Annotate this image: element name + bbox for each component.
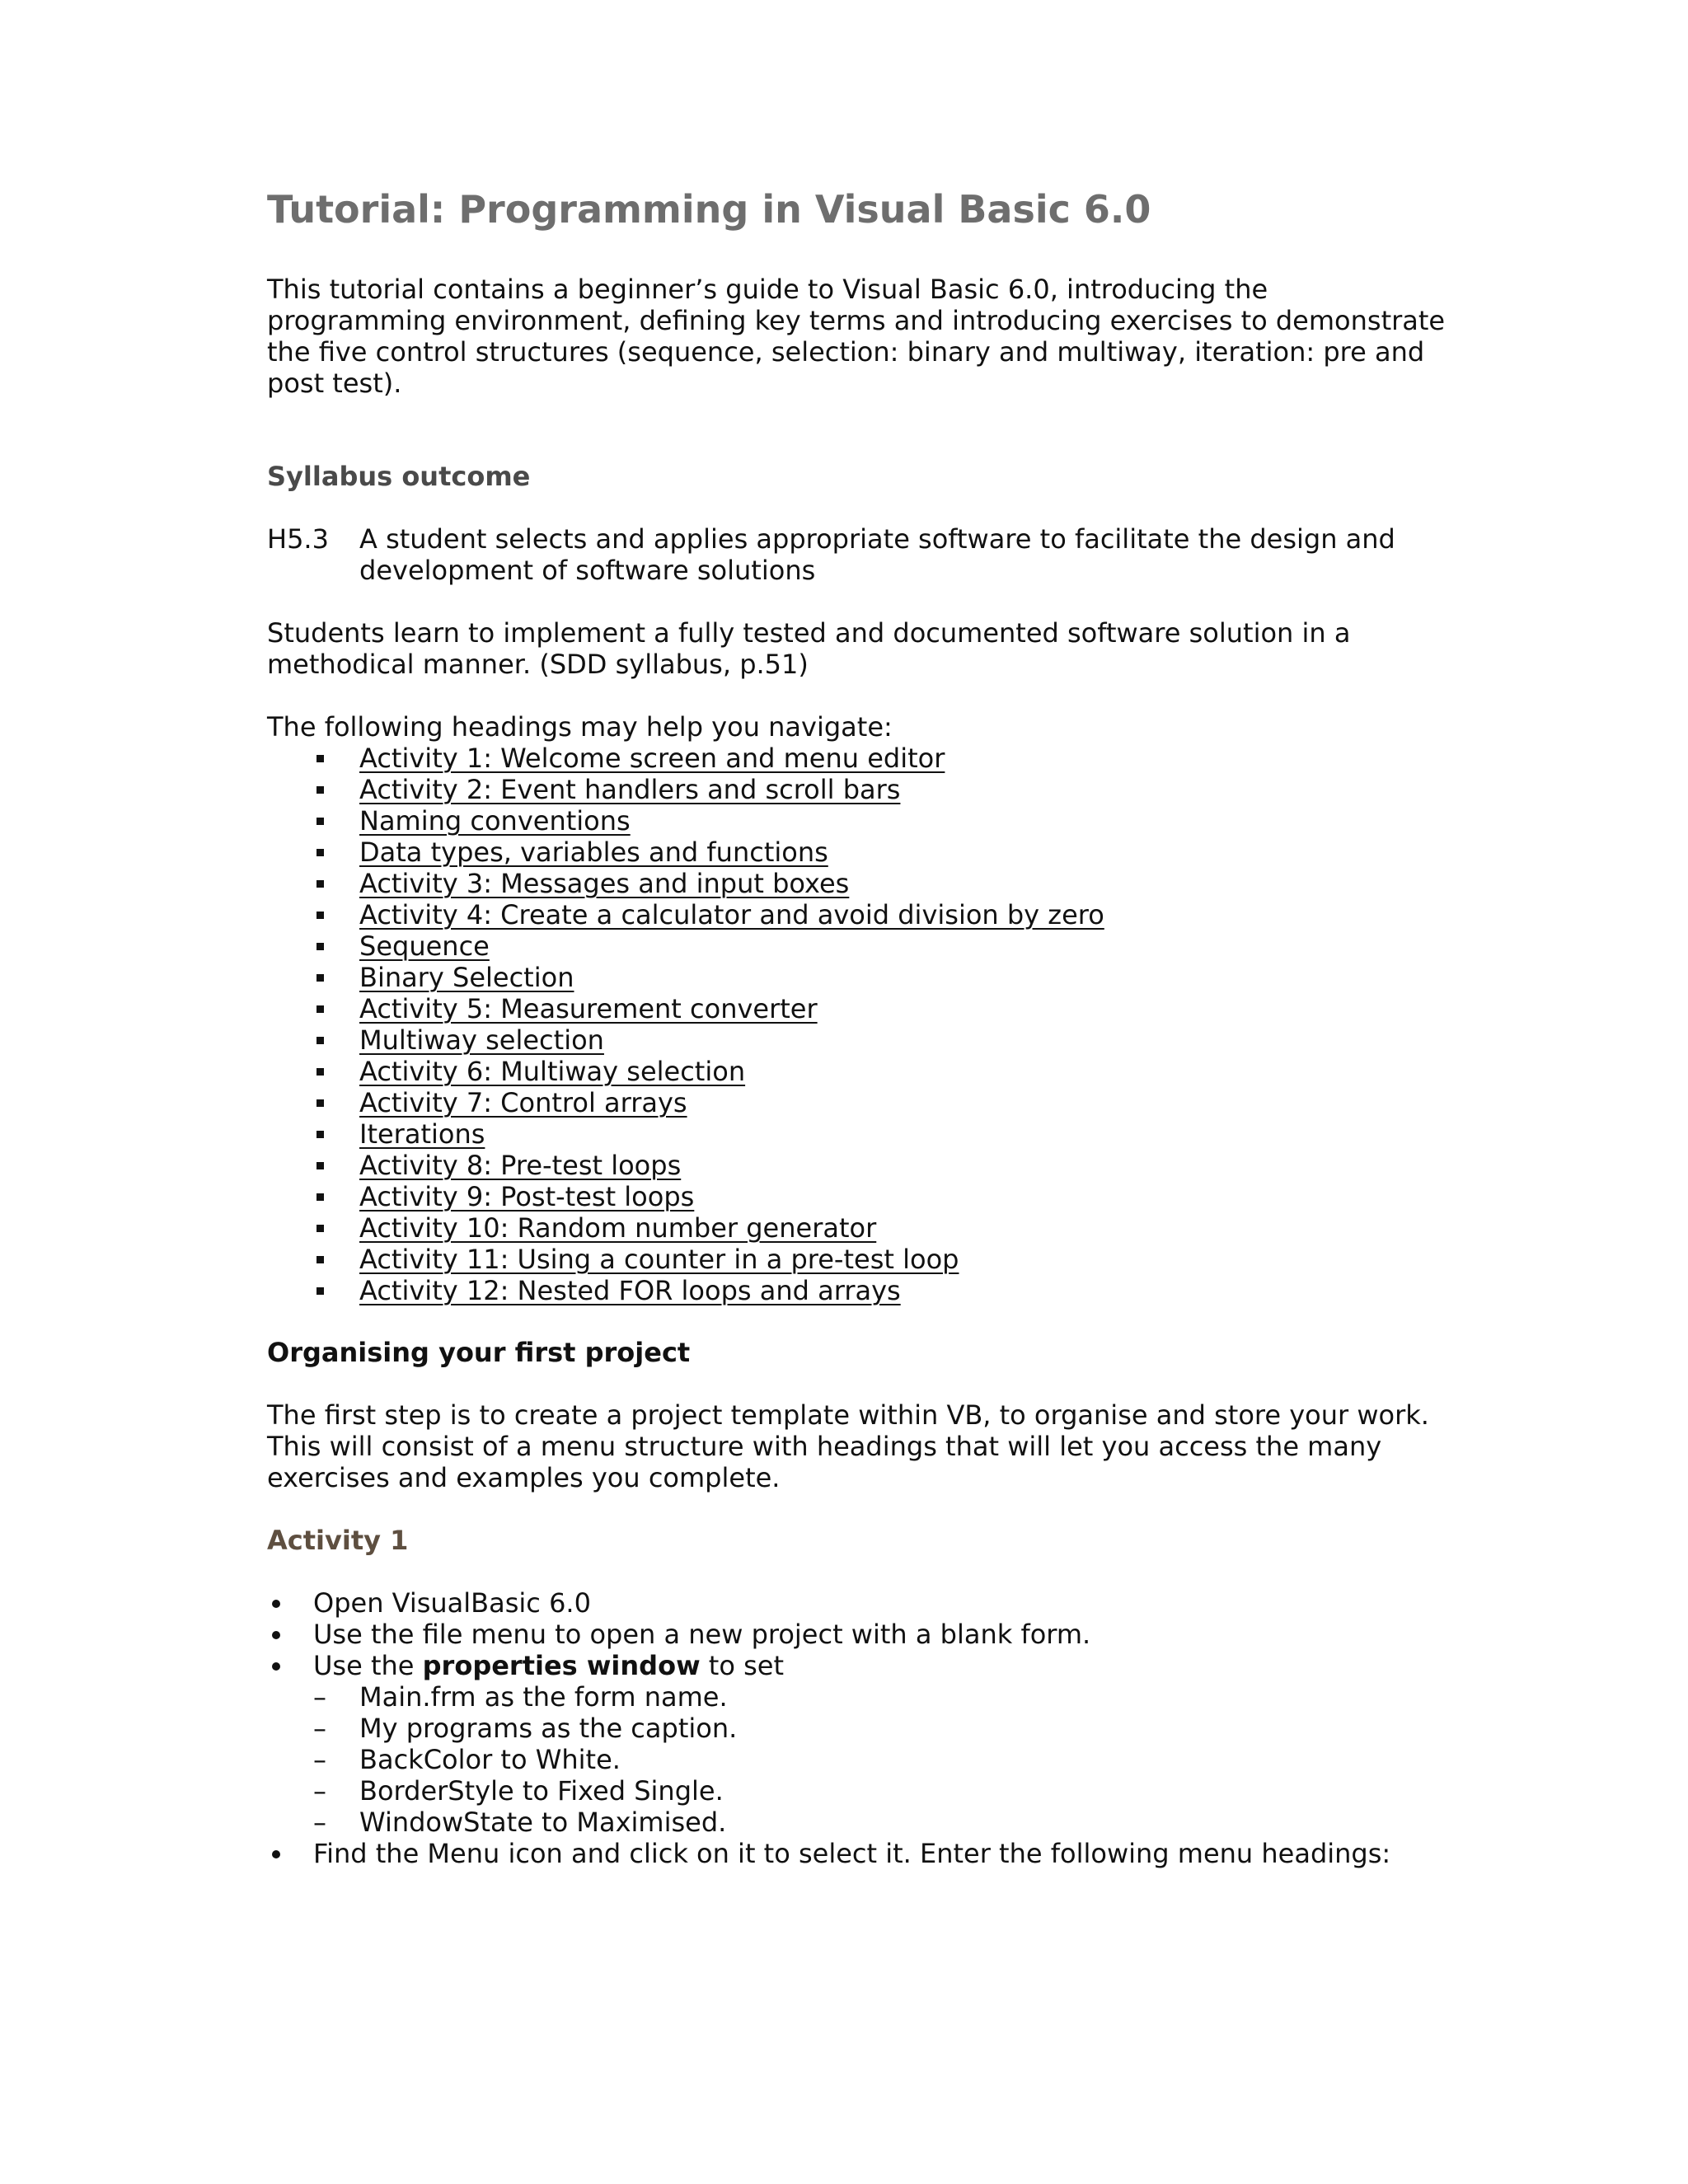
- square-bullet-icon: [316, 912, 324, 919]
- nav-link-activity-10[interactable]: Activity 10: Random number generator: [359, 1212, 877, 1244]
- sub-step-item: [313, 1681, 1454, 1713]
- step-text-bold: properties window: [422, 1650, 701, 1681]
- nav-item: [267, 1118, 1454, 1150]
- nav-item: [267, 930, 1454, 962]
- square-bullet-icon: [316, 849, 324, 856]
- nav-item: [267, 1212, 1454, 1244]
- properties-sub-steps: [313, 1681, 1454, 1838]
- sub-step-text: WindowState to Maximised.: [359, 1807, 727, 1838]
- dash-bullet-icon: –: [313, 1713, 326, 1744]
- nav-link-iterations[interactable]: Iterations: [359, 1118, 485, 1150]
- nav-item: [267, 899, 1454, 930]
- nav-item: [267, 805, 1454, 837]
- nav-item: [267, 962, 1454, 993]
- sub-step-text: BorderStyle to Fixed Single.: [359, 1775, 724, 1807]
- nav-item: [267, 868, 1454, 899]
- square-bullet-icon: [316, 943, 324, 950]
- dash-bullet-icon: –: [313, 1775, 326, 1807]
- nav-item: [267, 837, 1454, 868]
- outcome-text: A student selects and applies appropriate software to facilitate the design and development of software solutions: [359, 523, 1395, 586]
- square-bullet-icon: [316, 974, 324, 982]
- square-bullet-icon: [316, 755, 324, 762]
- navigation-intro: The following headings may help you navigate:: [267, 711, 893, 743]
- syllabus-heading: Syllabus outcome: [267, 461, 531, 492]
- sub-step-text: My programs as the caption.: [359, 1713, 738, 1744]
- square-bullet-icon: [316, 1099, 324, 1107]
- nav-item: [267, 743, 1454, 774]
- nav-link-sequence[interactable]: Sequence: [359, 930, 490, 962]
- step-item: [267, 1587, 1454, 1619]
- nav-link-activity-5[interactable]: Activity 5: Measurement converter: [359, 993, 818, 1024]
- dash-bullet-icon: –: [313, 1744, 326, 1775]
- square-bullet-icon: [316, 1256, 324, 1263]
- syllabus-outcome: [267, 523, 1454, 586]
- intro-paragraph: This tutorial contains a beginner’s guide to Visual Basic 6.0, introducing the programming environment, defining key terms and introducing exercises to demonstrate the five control structures (sequence, selection: binary and multiway, iteration: pre and post test).: [267, 274, 1446, 399]
- step-text-suffix: to set: [700, 1650, 784, 1681]
- nav-link-activity-8[interactable]: Activity 8: Pre-test loops: [359, 1150, 682, 1181]
- nav-link-activity-11[interactable]: Activity 11: Using a counter in a pre-test loop: [359, 1244, 959, 1275]
- sub-step-text: Main.frm as the form name.: [359, 1681, 728, 1713]
- square-bullet-icon: [316, 1005, 324, 1013]
- dash-bullet-icon: –: [313, 1681, 326, 1713]
- square-bullet-icon: [316, 1225, 324, 1232]
- step-item: [267, 1838, 1454, 1869]
- students-learn-paragraph: Students learn to implement a fully tested and documented software solution in a methodical manner. (SDD syllabus, p.51): [267, 617, 1351, 680]
- sub-step-text: BackColor to White.: [359, 1744, 621, 1775]
- document-page: [267, 186, 1454, 1869]
- organising-heading: Organising your first project: [267, 1337, 691, 1368]
- nav-link-activity-4[interactable]: Activity 4: Create a calculator and avoid division by zero: [359, 899, 1104, 930]
- dash-bullet-icon: –: [313, 1807, 326, 1838]
- step-text: Open VisualBasic 6.0: [313, 1587, 591, 1619]
- sub-step-item: [313, 1713, 1454, 1744]
- square-bullet-icon: [316, 1162, 324, 1169]
- round-bullet-icon: [272, 1631, 280, 1639]
- organising-paragraph: The first step is to create a project template within VB, to organise and store your work. This will consist of a menu structure with headings that will let you access the many exercises and examples you complete.: [267, 1399, 1429, 1493]
- navigation-links: [267, 743, 1454, 1306]
- nav-link-activity-1[interactable]: Activity 1: Welcome screen and menu editor: [359, 743, 945, 774]
- nav-item: [267, 774, 1454, 805]
- document-title: Tutorial: Programming in Visual Basic 6.0: [267, 187, 1151, 232]
- sub-step-item: [313, 1775, 1454, 1807]
- square-bullet-icon: [316, 880, 324, 888]
- activity-1-steps: [267, 1587, 1454, 1869]
- round-bullet-icon: [272, 1600, 280, 1608]
- round-bullet-icon: [272, 1662, 280, 1671]
- nav-item: [267, 1244, 1454, 1275]
- nav-link-activity-9[interactable]: Activity 9: Post-test loops: [359, 1181, 695, 1212]
- sub-step-item: [313, 1744, 1454, 1775]
- nav-link-data-types[interactable]: Data types, variables and functions: [359, 837, 828, 868]
- nav-link-activity-2[interactable]: Activity 2: Event handlers and scroll bars: [359, 774, 901, 805]
- round-bullet-icon: [272, 1850, 280, 1858]
- nav-item: [267, 993, 1454, 1024]
- activity-1-heading: Activity 1: [267, 1525, 409, 1556]
- step-text: Find the Menu icon and click on it to select it. Enter the following menu headings:: [313, 1838, 1391, 1869]
- square-bullet-icon: [316, 1287, 324, 1295]
- step-text-prefix: Use the: [313, 1650, 423, 1681]
- step-item: [267, 1619, 1454, 1650]
- square-bullet-icon: [316, 1193, 324, 1201]
- step-item: [267, 1650, 1454, 1838]
- nav-link-activity-6[interactable]: Activity 6: Multiway selection: [359, 1056, 746, 1087]
- square-bullet-icon: [316, 818, 324, 825]
- step-text: Use the file menu to open a new project with a blank form.: [313, 1619, 1091, 1650]
- square-bullet-icon: [316, 786, 324, 794]
- nav-item: [267, 1181, 1454, 1212]
- nav-link-activity-12[interactable]: Activity 12: Nested FOR loops and arrays: [359, 1275, 901, 1306]
- nav-item: [267, 1024, 1454, 1056]
- nav-link-naming-conventions[interactable]: Naming conventions: [359, 805, 631, 837]
- sub-step-item: [313, 1807, 1454, 1838]
- square-bullet-icon: [316, 1131, 324, 1138]
- square-bullet-icon: [316, 1037, 324, 1044]
- nav-link-multiway-selection[interactable]: Multiway selection: [359, 1024, 604, 1056]
- nav-link-activity-3[interactable]: Activity 3: Messages and input boxes: [359, 868, 850, 899]
- nav-item: [267, 1087, 1454, 1118]
- nav-item: [267, 1275, 1454, 1306]
- square-bullet-icon: [316, 1068, 324, 1076]
- nav-item: [267, 1056, 1454, 1087]
- outcome-code: H5.3: [267, 523, 329, 555]
- nav-link-binary-selection[interactable]: Binary Selection: [359, 962, 574, 993]
- nav-link-activity-7[interactable]: Activity 7: Control arrays: [359, 1087, 687, 1118]
- nav-item: [267, 1150, 1454, 1181]
